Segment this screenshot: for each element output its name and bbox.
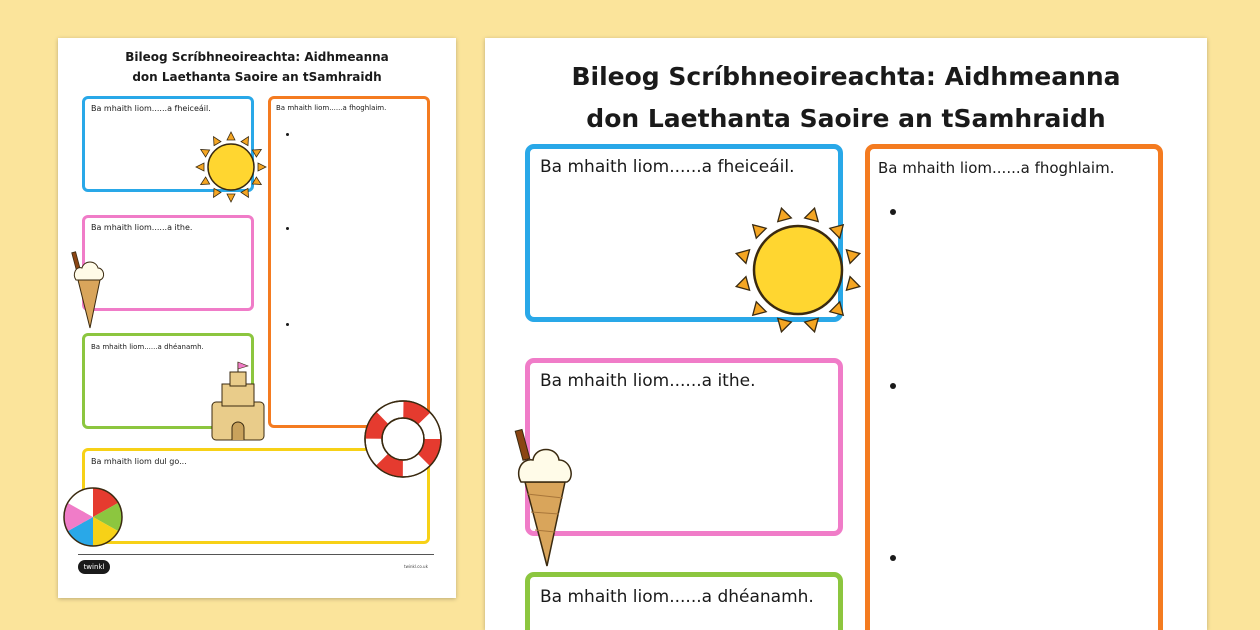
sun-icon: [194, 130, 268, 204]
thumb-footer-rule: [78, 554, 434, 555]
bullet-3: [890, 555, 896, 561]
learn-label: Ba mhaith liom......a fhoghlaim.: [878, 159, 1115, 177]
do-box[interactable]: [525, 572, 843, 630]
thumb-title-line2: don Laethanta Saoire an tSamhraidh: [132, 70, 382, 84]
thumb-bullet-3: [286, 323, 289, 326]
beach-ball-icon: [62, 486, 124, 548]
thumb-eat-box: [82, 215, 254, 311]
sun-icon-large: [732, 204, 864, 336]
thumb-footer-url: twinkl.co.uk: [404, 564, 428, 569]
thumb-bullet-2: [286, 227, 289, 230]
ice-cream-icon-large: [513, 428, 575, 568]
see-label: Ba mhaith liom......a fheiceáil.: [540, 157, 795, 177]
twinkl-logo-text: twinkl: [83, 563, 105, 571]
thumb-learn-box: [268, 96, 430, 428]
bullet-1: [890, 209, 896, 215]
page-title-line1: Bileog Scríbhneoireachta: Aidhmeanna: [571, 62, 1121, 91]
eat-label: Ba mhaith liom......a ithe.: [540, 371, 756, 391]
learn-box[interactable]: [865, 144, 1163, 630]
worksheet-thumbnail[interactable]: [58, 38, 456, 598]
do-label: Ba mhaith liom......a dhéanamh.: [540, 587, 814, 607]
thumb-bullet-1: [286, 133, 289, 136]
bullet-2: [890, 383, 896, 389]
worksheet-zoomed[interactable]: [485, 38, 1207, 630]
thumb-see-label: Ba mhaith liom......a fheiceáil.: [91, 104, 211, 113]
page-title-line2: don Laethanta Saoire an tSamhraidh: [586, 104, 1106, 133]
thumb-go-label: Ba mhaith liom dul go...: [91, 457, 187, 466]
ice-cream-icon: [70, 250, 106, 330]
thumb-title-line1: Bileog Scríbhneoireachta: Aidhmeanna: [125, 50, 389, 64]
thumb-learn-label: Ba mhaith liom......a fhoghlaim.: [276, 104, 387, 112]
thumb-do-label: Ba mhaith liom......a dhéanamh.: [91, 343, 204, 351]
sandcastle-icon: [208, 366, 268, 442]
life-ring-icon: [360, 396, 446, 482]
thumb-eat-label: Ba mhaith liom......a ithe.: [91, 223, 193, 232]
twinkl-logo: [78, 560, 110, 574]
